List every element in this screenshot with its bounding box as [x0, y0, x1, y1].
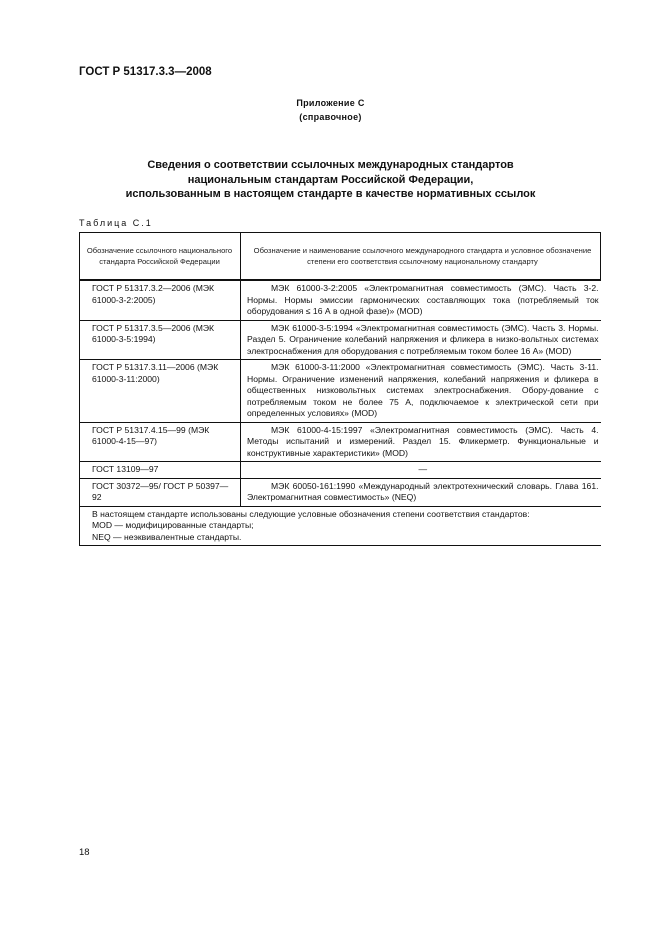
table-row — [80, 462, 601, 479]
table-footnote — [80, 506, 601, 546]
header-international: Обозначение и наименование ссылочного международного стандарта и условное обозначение степени его соответствия ссылочному национальному стандарту — [241, 233, 601, 281]
appendix-subtitle: (справочное) — [299, 112, 362, 122]
header-national: Обозначение ссылочного национального стандарта Российской Федерации — [80, 233, 241, 281]
heading-line: Сведения о соответствии ссылочных международных стандартов — [147, 159, 514, 171]
table-row — [80, 320, 601, 360]
national-standard: ГОСТ 30372—95/ ГОСТ Р 50397—92 — [80, 478, 241, 506]
reference-table — [79, 232, 601, 546]
national-standard: ГОСТ Р 51317.3.11—2006 (МЭК 61000-3-11:2000) — [80, 360, 241, 423]
section-heading — [0, 158, 661, 202]
footnote-intro: В настоящем стандарте использованы следующие условные обозначения степени соответствия стандартов: — [92, 508, 530, 519]
heading-line: использованным в настоящем стандарте в качестве нормативных ссылок — [125, 188, 536, 200]
international-standard: МЭК 60050-161:1990 «Международный электротехнический словарь. Глава 161. Электромагнитная совместимость» (NEQ) — [241, 478, 601, 506]
international-standard: МЭК 61000-3-2:2005 «Электромагнитная совместимость (ЭМС). Часть 3-2. Нормы. Нормы эмиссии гармонических составляющих тока (потребляемый ток оборудования ≤ 16 А в одной фазе)» (MOD) — [241, 280, 601, 320]
table-row — [80, 422, 601, 462]
footnote-neq: NEQ — неэквивалентные стандарты. — [92, 531, 242, 542]
national-standard: ГОСТ Р 51317.4.15—99 (МЭК 61000-4-15—97) — [80, 422, 241, 462]
national-standard: ГОСТ Р 51317.3.2—2006 (МЭК 61000-3-2:2005) — [80, 280, 241, 320]
international-standard: — — [241, 462, 601, 479]
table-header-row — [80, 233, 601, 281]
page-number: 18 — [79, 847, 90, 858]
appendix-label — [0, 96, 661, 124]
international-standard: МЭК 61000-4-15:1997 «Электромагнитная совместимость (ЭМС). Часть 4. Методы испытаний и измерений. Раздел 15. Фликерметр. Функциональные и конструктивные характеристики» (MOD) — [241, 422, 601, 462]
appendix-title: Приложение С — [296, 98, 365, 108]
international-standard: МЭК 61000-3-11:2000 «Электромагнитная совместимость (ЭМС). Часть 3-11. Нормы. Ограничение изменений напряжения, колебаний напряжения и фликера в общественных низковольтных системах электроснабжения. Обору-дование с потребляемым током не более 75 А, подключаемое к электрической сети при определенных условиях» (MOD) — [241, 360, 601, 423]
table-row — [80, 360, 601, 423]
national-standard: ГОСТ Р 51317.3.5—2006 (МЭК 61000-3-5:1994) — [80, 320, 241, 360]
table-row — [80, 280, 601, 320]
footnote-mod: MOD — модифицированные стандарты; — [92, 520, 254, 530]
table-row — [80, 478, 601, 506]
international-standard: МЭК 61000-3-5:1994 «Электромагнитная совместимость (ЭМС). Часть 3. Нормы. Раздел 5. Ограничение колебаний напряжения и фликера в низко-вольтных системах электроснабжения для оборудования с потребляемым током более 16 А» (MOD) — [241, 320, 601, 360]
document-code: ГОСТ Р 51317.3.3—2008 — [79, 66, 212, 78]
table-caption: Таблица С.1 — [79, 218, 153, 228]
national-standard: ГОСТ 13109—97 — [80, 462, 241, 479]
heading-line: национальным стандартам Российской Федерации, — [187, 173, 474, 186]
